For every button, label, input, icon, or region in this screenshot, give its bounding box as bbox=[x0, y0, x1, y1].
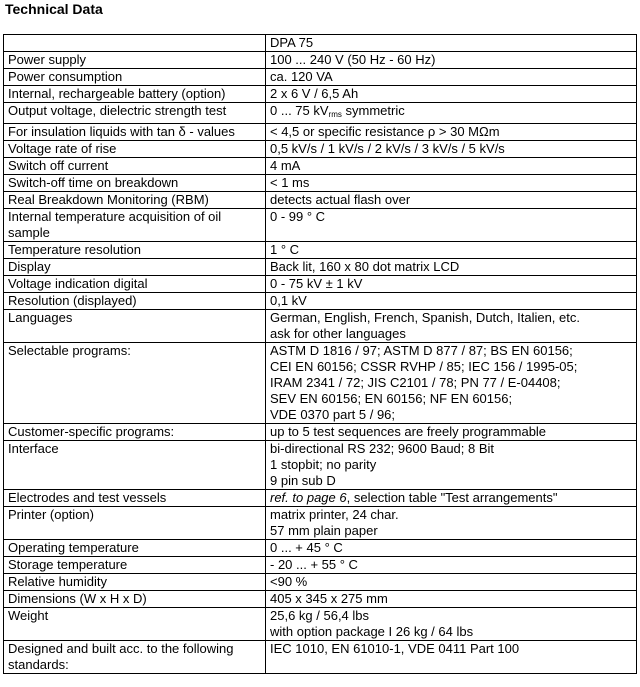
spec-value-line: < 1 ms bbox=[270, 175, 310, 190]
spec-label: Power consumption bbox=[4, 69, 266, 86]
table-row bbox=[4, 158, 637, 175]
spec-label: Display bbox=[4, 259, 266, 276]
spec-value-line: 0 ... + 45 ° C bbox=[270, 540, 343, 555]
table-row bbox=[4, 103, 637, 124]
spec-label: Real Breakdown Monitoring (RBM) bbox=[4, 192, 266, 209]
spec-value-line: 0 - 75 kV ± 1 kV bbox=[270, 276, 363, 291]
table-row bbox=[4, 124, 637, 141]
table-row bbox=[4, 141, 637, 158]
spec-label: Dimensions (W x H x D) bbox=[4, 591, 266, 608]
table-row bbox=[4, 175, 637, 192]
spec-value-line: 1 ° C bbox=[270, 242, 300, 257]
spec-value-line: SEV EN 60156; EN 60156; NF EN 60156; bbox=[270, 391, 513, 406]
spec-value bbox=[266, 103, 637, 124]
spec-value-line: 0,5 kV/s / 1 kV/s / 2 kV/s / 3 kV/s / 5 kV/s bbox=[270, 141, 505, 156]
technical-data-table bbox=[3, 34, 637, 674]
value-text: symmetric bbox=[341, 103, 405, 118]
spec-value-line: 2 x 6 V / 6,5 Ah bbox=[270, 86, 359, 101]
table-row bbox=[4, 591, 637, 608]
spec-value bbox=[266, 507, 637, 540]
spec-value bbox=[266, 310, 637, 343]
table-row bbox=[4, 209, 637, 242]
spec-value bbox=[266, 69, 637, 86]
spec-label: Output voltage, dielectric strength test bbox=[4, 103, 266, 124]
spec-value bbox=[266, 293, 637, 310]
spec-value bbox=[266, 540, 637, 557]
table-row bbox=[4, 608, 637, 641]
table-row bbox=[4, 441, 637, 490]
spec-value bbox=[266, 86, 637, 103]
spec-value-line: 9 pin sub D bbox=[270, 473, 336, 488]
spec-value-line: 57 mm plain paper bbox=[270, 523, 378, 538]
spec-value bbox=[266, 424, 637, 441]
table-row bbox=[4, 343, 637, 424]
table-row bbox=[4, 557, 637, 574]
spec-value-line: <90 % bbox=[270, 574, 308, 589]
spec-value bbox=[266, 192, 637, 209]
spec-label: Relative humidity bbox=[4, 574, 266, 591]
table-row bbox=[4, 490, 637, 507]
spec-value-line: bi-directional RS 232; 9600 Baud; 8 Bit bbox=[270, 441, 495, 456]
table-row bbox=[4, 293, 637, 310]
spec-label: Electrodes and test vessels bbox=[4, 490, 266, 507]
spec-value bbox=[266, 641, 637, 674]
table-row bbox=[4, 86, 637, 103]
spec-value-line: 100 ... 240 V (50 Hz - 60 Hz) bbox=[270, 52, 436, 67]
spec-value-line bbox=[270, 103, 632, 123]
spec-value bbox=[266, 124, 637, 141]
spec-label: Weight bbox=[4, 608, 266, 641]
table-row bbox=[4, 192, 637, 209]
spec-value bbox=[266, 276, 637, 293]
spec-value-line: 0 - 99 ° C bbox=[270, 209, 326, 224]
spec-value-line: VDE 0370 part 5 / 96; bbox=[270, 407, 396, 422]
spec-value-line: 4 mA bbox=[270, 158, 301, 173]
spec-label: Temperature resolution bbox=[4, 242, 266, 259]
spec-value bbox=[266, 441, 637, 490]
table-row bbox=[4, 35, 637, 52]
value-text: 0 ... 75 kV bbox=[270, 103, 329, 118]
spec-label: Switch off current bbox=[4, 158, 266, 175]
spec-label: Languages bbox=[4, 310, 266, 343]
spec-value bbox=[266, 242, 637, 259]
spec-value bbox=[266, 608, 637, 641]
table-row bbox=[4, 540, 637, 557]
table-row bbox=[4, 276, 637, 293]
spec-value bbox=[266, 490, 637, 507]
spec-value-line: ask for other languages bbox=[270, 326, 406, 341]
page-title: Technical Data bbox=[5, 1, 103, 17]
table-row bbox=[4, 507, 637, 540]
spec-label: Interface bbox=[4, 441, 266, 490]
table-row bbox=[4, 574, 637, 591]
spec-value-line: IEC 1010, EN 61010-1, VDE 0411 Part 100 bbox=[270, 641, 520, 656]
spec-value bbox=[266, 158, 637, 175]
spec-value bbox=[266, 52, 637, 69]
spec-label: Resolution (displayed) bbox=[4, 293, 266, 310]
spec-value bbox=[266, 175, 637, 192]
spec-value bbox=[266, 35, 637, 52]
spec-value-line: up to 5 test sequences are freely programmable bbox=[270, 424, 547, 439]
spec-label bbox=[4, 35, 266, 52]
unit-subscript: rms bbox=[328, 110, 342, 119]
spec-label: Internal, rechargeable battery (option) bbox=[4, 86, 266, 103]
spec-label: Power supply bbox=[4, 52, 266, 69]
spec-value bbox=[266, 259, 637, 276]
spec-value bbox=[266, 343, 637, 424]
table-row bbox=[4, 424, 637, 441]
spec-value bbox=[266, 141, 637, 158]
spec-label: Storage temperature bbox=[4, 557, 266, 574]
spec-value-line: 0,1 kV bbox=[270, 293, 307, 308]
spec-value-line: ca. 120 VA bbox=[270, 69, 333, 84]
spec-value-line: DPA 75 bbox=[270, 35, 314, 50]
spec-value-line: Back lit, 160 x 80 dot matrix LCD bbox=[270, 259, 460, 274]
spec-value-line: 25,6 kg / 56,4 lbs bbox=[270, 608, 370, 623]
spec-value-line: detects actual flash over bbox=[270, 192, 411, 207]
spec-label: Selectable programs: bbox=[4, 343, 266, 424]
spec-label: For insulation liquids with tan δ - values bbox=[4, 124, 266, 141]
spec-value-line: 1 stopbit; no parity bbox=[270, 457, 377, 472]
spec-label: Voltage rate of rise bbox=[4, 141, 266, 158]
table-row bbox=[4, 641, 637, 674]
spec-value bbox=[266, 574, 637, 591]
spec-label: Printer (option) bbox=[4, 507, 266, 540]
spec-value-line: matrix printer, 24 char. bbox=[270, 507, 399, 522]
value-text: , selection table "Test arrangements" bbox=[346, 490, 558, 505]
spec-value-line: CEI EN 60156; CSSR RVHP / 85; IEC 156 / 1995-05; bbox=[270, 359, 578, 374]
spec-value bbox=[266, 591, 637, 608]
table-row bbox=[4, 310, 637, 343]
spec-value-line: IRAM 2341 / 72; JIS C2101 / 78; PN 77 / E-04408; bbox=[270, 375, 561, 390]
spec-label: Switch-off time on breakdown bbox=[4, 175, 266, 192]
spec-label: Customer-specific programs: bbox=[4, 424, 266, 441]
page-reference: ref. to page 6 bbox=[270, 490, 347, 505]
spec-value-line: German, English, French, Spanish, Dutch, Italien, etc. bbox=[270, 310, 580, 325]
spec-value-line: with option package I 26 kg / 64 lbs bbox=[270, 624, 474, 639]
spec-value bbox=[266, 557, 637, 574]
spec-value-line: < 4,5 or specific resistance ρ > 30 MΩm bbox=[270, 124, 500, 139]
spec-value-line: - 20 ... + 55 ° C bbox=[270, 557, 358, 572]
table-row bbox=[4, 242, 637, 259]
spec-value-line: 405 x 345 x 275 mm bbox=[270, 591, 388, 606]
spec-value-line bbox=[270, 490, 632, 506]
spec-label: Designed and built acc. to the following standards: bbox=[4, 641, 266, 674]
table-row bbox=[4, 259, 637, 276]
spec-value-line: ASTM D 1816 / 97; ASTM D 877 / 87; BS EN 60156; bbox=[270, 343, 573, 358]
spec-label: Internal temperature acquisition of oil sample bbox=[4, 209, 266, 242]
table-row bbox=[4, 69, 637, 86]
spec-value bbox=[266, 209, 637, 242]
table-row bbox=[4, 52, 637, 69]
spec-label: Voltage indication digital bbox=[4, 276, 266, 293]
spec-label: Operating temperature bbox=[4, 540, 266, 557]
